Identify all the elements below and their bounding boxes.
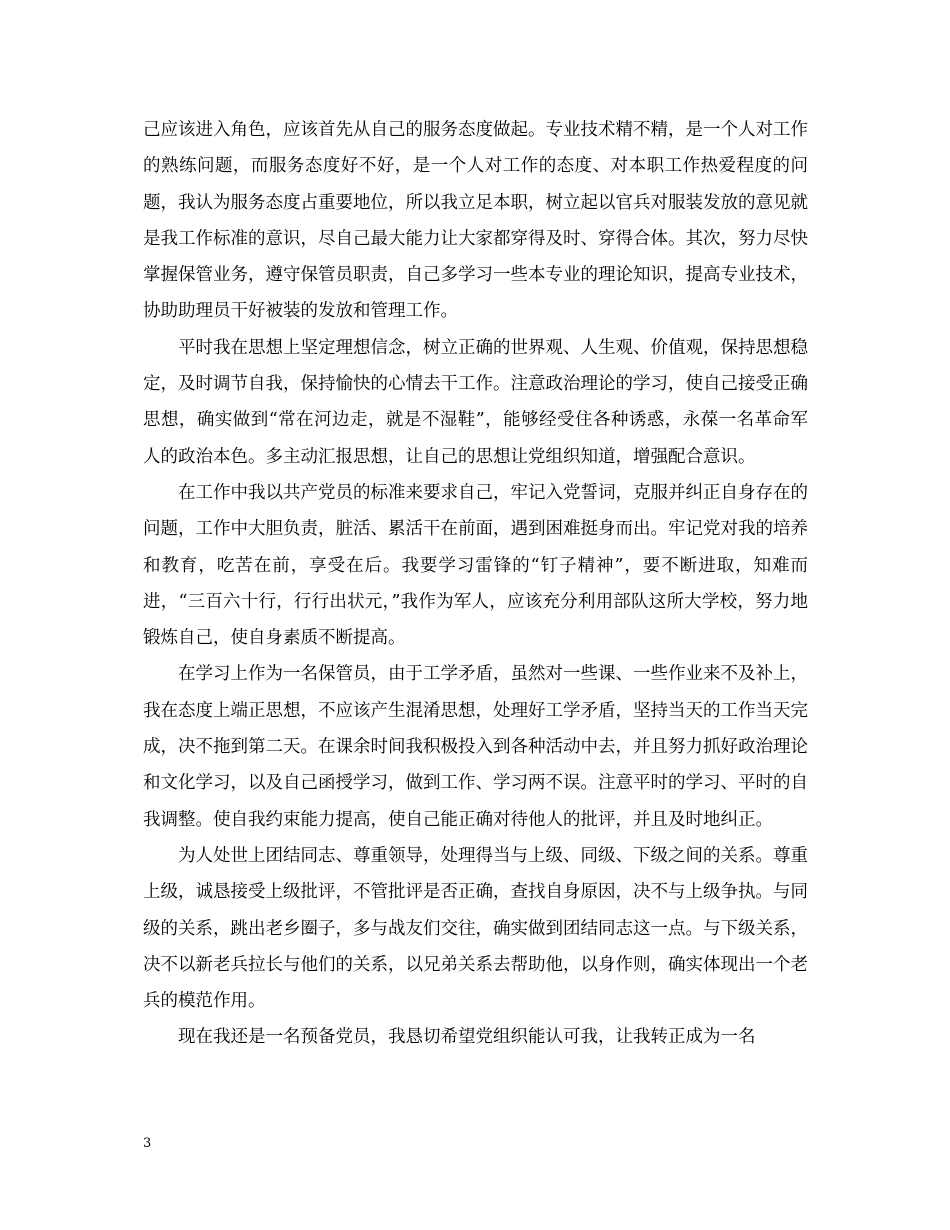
paragraph-5: 为人处世上团结同志、尊重领导，处理得当与上级、同级、下级之间的关系。尊重上级，诚恳接受上级批评，不管批评是否正确，查找自身原因，决不与上级争执。与同级的关系，跳出老乡圈子，多与战友们交往，确实做到团结同志这一点。与下级关系，决不以新老兵拉长与他们的关系，以兄弟关系去帮助他，以身作则，确实体现出一个老兵的模范作用。 — [143, 845, 808, 1012]
document-body — [143, 112, 808, 1056]
paragraph-4: 在学习上作为一名保管员，由于工学矛盾，虽然对一些课、一些作业来不及补上，我在态度上端正思想，不应该产生混淆思想，处理好工学矛盾，坚持当天的工作当天完成，决不拖到第二天。在课余时间我积极投入到各种活动中去，并且努力抓好政治理论和文化学习，以及自己函授学习，做到工作、学习两不误。注意平时的学习、平时的自我调整。使自我约束能力提高，使自己能正确对待他人的批评，并且及时地纠正。 — [143, 664, 808, 830]
paragraph-3: 在工作中我以共产党员的标准来要求自己，牢记入党誓词，克服并纠正自身存在的问题，工作中大胆负责，脏活、累活干在前面，遇到困难挺身而出。牢记党对我的培养和教育，吃苦在前，享受在后。我要学习雷锋的“钉子精神”，要不断进取，知难而进，“三百六十行，行行出状元，”我作为军人，应该充分利用部队这所大学校，努力地锻炼自己，使自身素质不断提高。 — [143, 482, 808, 649]
page-number: 3 — [143, 1136, 152, 1151]
paragraph-6: 现在我还是一名预备党员，我恳切希望党组织能认可我，让我转正成为一名 — [178, 1027, 756, 1048]
paragraph-1: 己应该进入角色，应该首先从自己的服务态度做起。专业技术精不精，是一个人对工作的熟练问题，而服务态度好不好，是一个人对工作的态度、对本职工作热爱程度的问题，我认为服务态度占重要地位，所以我立足本职，树立起以官兵对服装发放的意见就是我工作标准的意识，尽自己最大能力让大家都穿得及时、穿得合体。其次，努力尽快掌握保管业务，遵守保管员职责，自己多学习一些本专业的理论知识，提高专业技术，协助助理员干好被装的发放和管理工作。 — [143, 120, 808, 322]
paragraph-2: 平时我在思想上坚定理想信念，树立正确的世界观、人生观、价值观，保持思想稳定，及时调节自我，保持愉快的心情去干工作。注意政治理论的学习，使自己接受正确思想，确实做到“常在河边走，就是不湿鞋”，能够经受住各种诱惑，永葆一名革命军人的政治本色。多主动汇报思想，让自己的思想让党组织知道，增强配合意识。 — [143, 337, 808, 467]
